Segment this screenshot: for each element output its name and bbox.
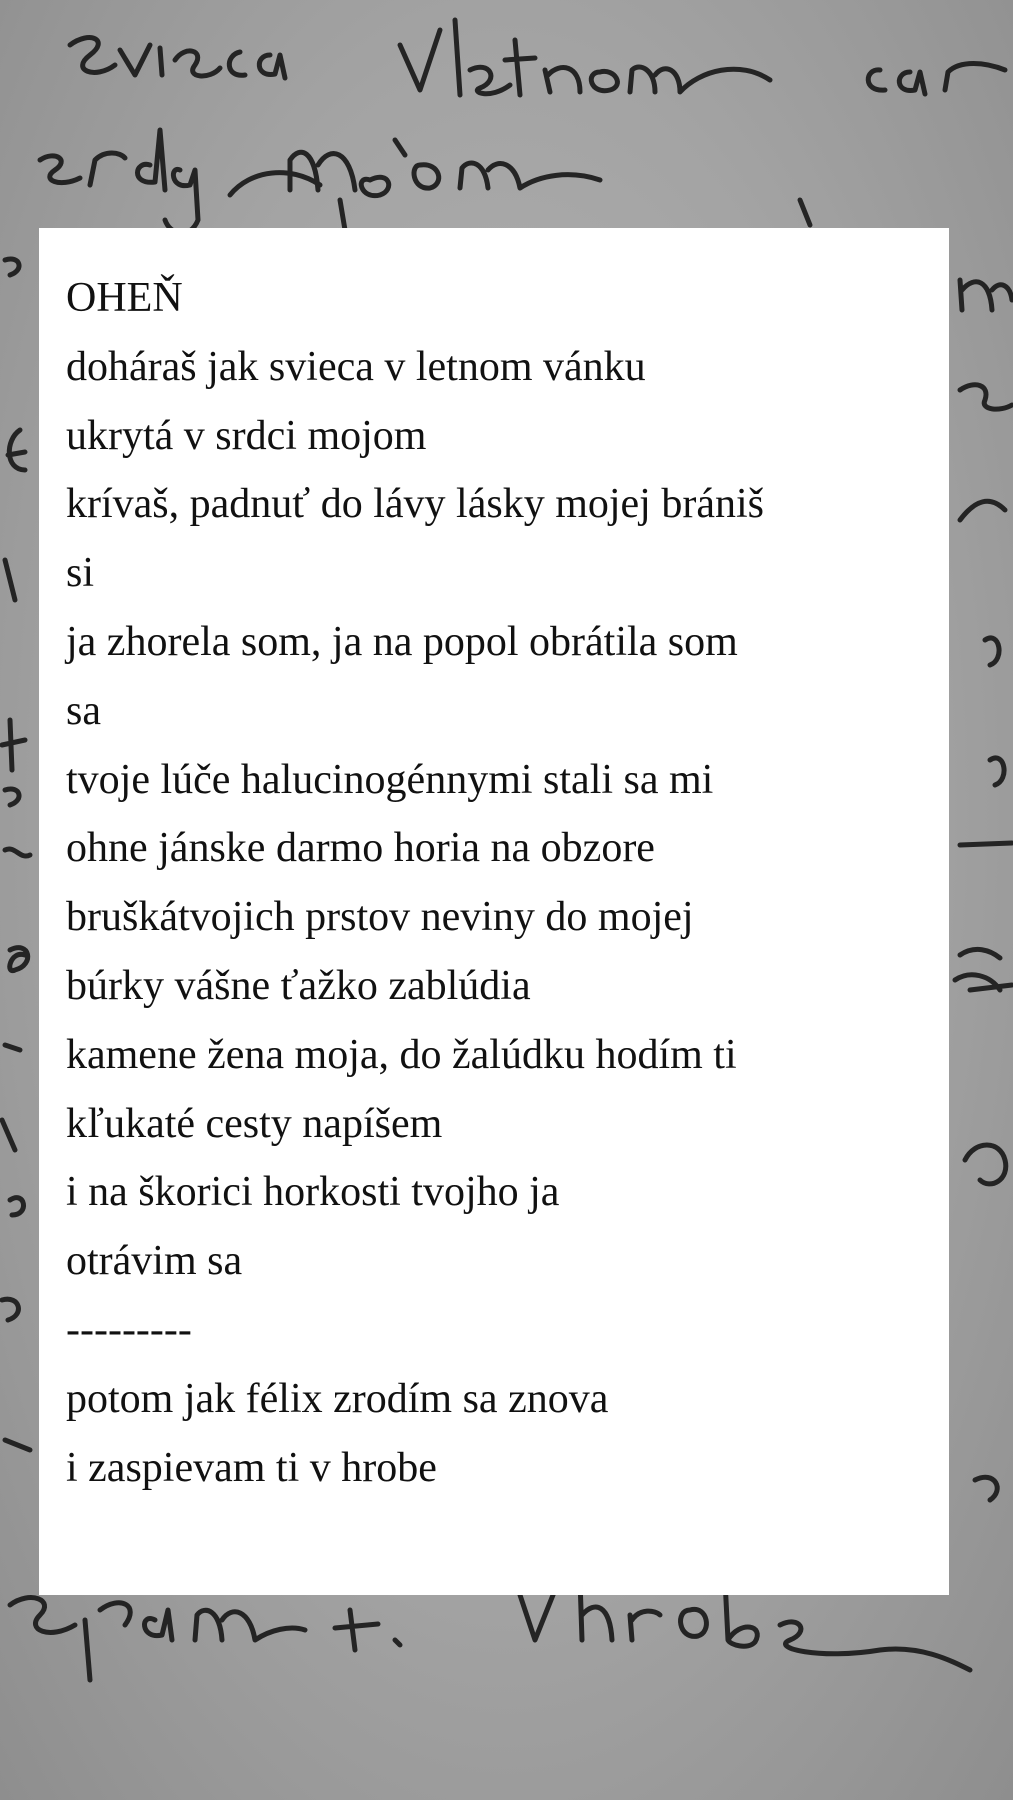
- poem-title: OHEŇ: [66, 275, 183, 321]
- poem-line: krívaš, padnuť do lávy lásky mojej brániš: [66, 481, 764, 528]
- poem-separator: ---------: [66, 1306, 192, 1353]
- poem-line: i na škorici horkosti tvojho ja: [66, 1169, 560, 1216]
- poem-line: kamene žena moja, do žalúdku hodím ti: [66, 1031, 737, 1078]
- poem-line: potom jak félix zrodím sa znova: [66, 1375, 609, 1422]
- poem-line: kľukaté cesty napíšem: [66, 1100, 443, 1147]
- poem-line: otrávim sa: [66, 1238, 243, 1285]
- poem-line: si: [66, 550, 95, 597]
- poem-line: i zaspievam ti v hrobe: [66, 1444, 437, 1491]
- poem-card: [39, 228, 949, 1595]
- poem-lines: [66, 333, 949, 1503]
- poem-line: sa: [66, 687, 101, 734]
- poem-line: bruškátvojich prstov neviny do mojej: [66, 894, 694, 941]
- poem-line: búrky vášne ťažko zablúdia: [66, 962, 531, 1009]
- poem-line: doháraš jak svieca v letnom vánku: [66, 343, 646, 390]
- poem-line: ukrytá v srdci mojom: [66, 412, 427, 459]
- poem-line: tvoje lúče halucinogénnymi stali sa mi: [66, 756, 714, 803]
- poem-line: ja zhorela som, ja na popol obrátila som: [66, 618, 738, 665]
- poem-line: ohne jánske darmo horia na obzore: [66, 825, 655, 872]
